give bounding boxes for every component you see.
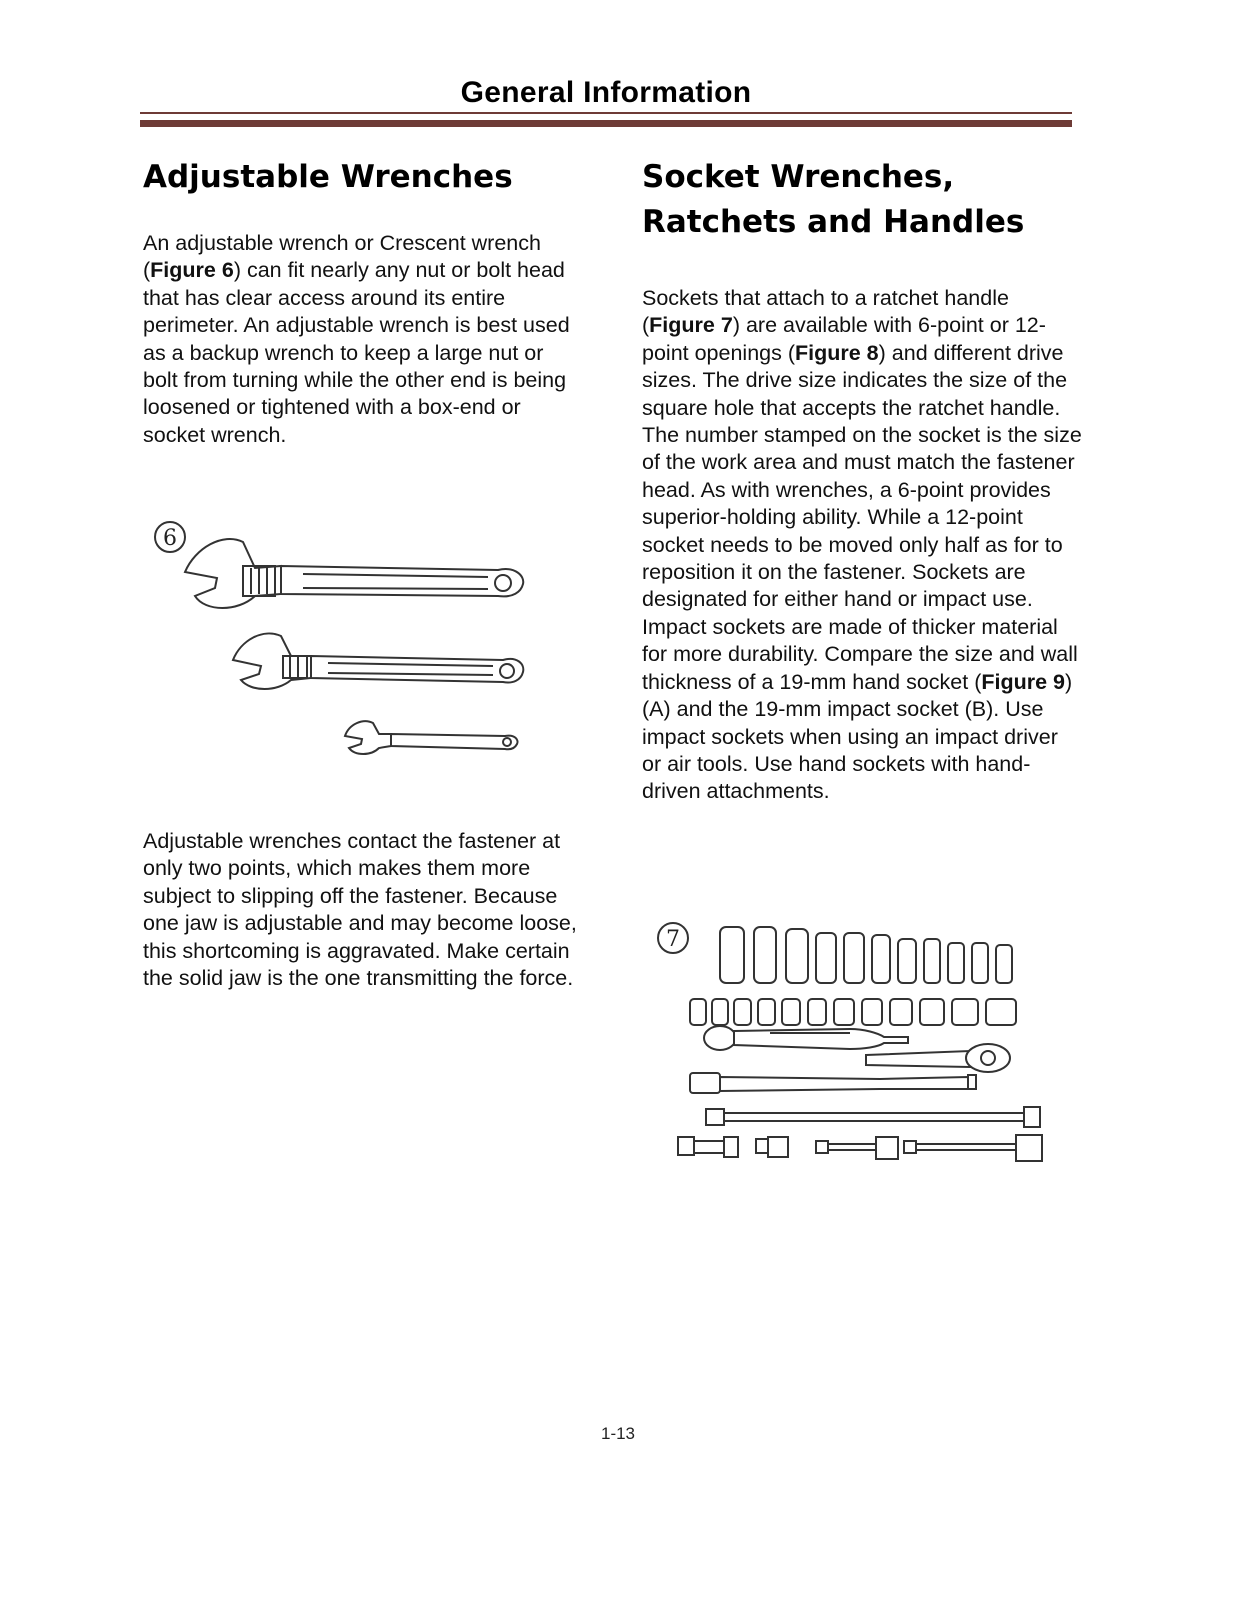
figure-7-socket-set	[650, 915, 1050, 1170]
section-heading-socket-wrenches-line-1: Socket Wrenches,	[642, 159, 955, 195]
ratchet-handle-2	[866, 1044, 1010, 1072]
header-rule-thin	[140, 112, 1072, 114]
page-number: 1-13	[600, 1424, 636, 1443]
figure-7-label: 7	[666, 927, 680, 952]
short-sockets-row	[690, 999, 1016, 1025]
socket-wrenches-paragraph: Sockets that attach to a ratchet handle (Figure 7) are available with 6-point or 12-point openings (Figure 8) and different drive sizes. The drive size indicates the size of the square hole that accepts the ratchet handle. The number stamped on the socket is the size of the work area and must match the fastener head. As with wrenches, a 6-point provides superior-holding ability. While a 12-point socket needs to be moved only half as for to reposition it on the fastener. Sockets are designated for either hand or impact use. Impact sockets are made of thicker material for more durability. Compare the size and wall thickness of a 19-mm hand socket (Figure 9) (A) and the 19-mm impact socket (B). Use impact sockets when using an impact driver or air tools. Use hand sockets with hand-driven attachments.	[642, 286, 1082, 804]
adjustable-wrenches-paragraph-2: Adjustable wrenches contact the fastener at only two points, which makes them more subject to slipping off the fastener. Because one jaw is adjustable and may become loose, this shortcoming is aggravated. Make certain the solid jaw is the one transmitting the force.	[143, 829, 577, 991]
adjustable-wrenches-paragraph-1: An adjustable wrench or Crescent wrench (Figure 6) can fit nearly any nut or bolt head that has clear access around its entire perimeter. An adjustable wrench is best used as a backup wrench to keep a large nut or bolt from turning while the other end is being loosened or tightened with a box-end or socket wrench.	[143, 231, 570, 447]
figure-7-reference: Figure 7	[649, 313, 733, 338]
figure-6-reference: Figure 6	[150, 258, 234, 283]
header-rule-thick	[140, 120, 1072, 127]
figure-6-label: 6	[163, 526, 177, 551]
accessories-row	[678, 1135, 1042, 1161]
section-heading-socket-wrenches-line-2: Ratchets and Handles	[642, 204, 1025, 240]
medium-adjustable-wrench	[233, 633, 523, 689]
figure-6-adjustable-wrenches	[143, 510, 543, 780]
large-adjustable-wrench	[185, 539, 523, 608]
right-column	[642, 155, 1082, 806]
ratchet-handle-1	[704, 1026, 908, 1050]
breaker-bar	[690, 1073, 976, 1093]
page-header-title: General Information	[460, 76, 752, 109]
left-column	[143, 155, 583, 449]
figure-8-reference: Figure 8	[795, 340, 879, 365]
deep-sockets-row	[720, 927, 1012, 983]
small-adjustable-wrench	[345, 721, 518, 754]
figure-9-reference: Figure 9	[981, 669, 1066, 694]
section-heading-adjustable-wrenches: Adjustable Wrenches	[143, 159, 513, 195]
extension-bar-long	[706, 1107, 1040, 1127]
section-heading-socket-wrenches	[642, 155, 1082, 245]
